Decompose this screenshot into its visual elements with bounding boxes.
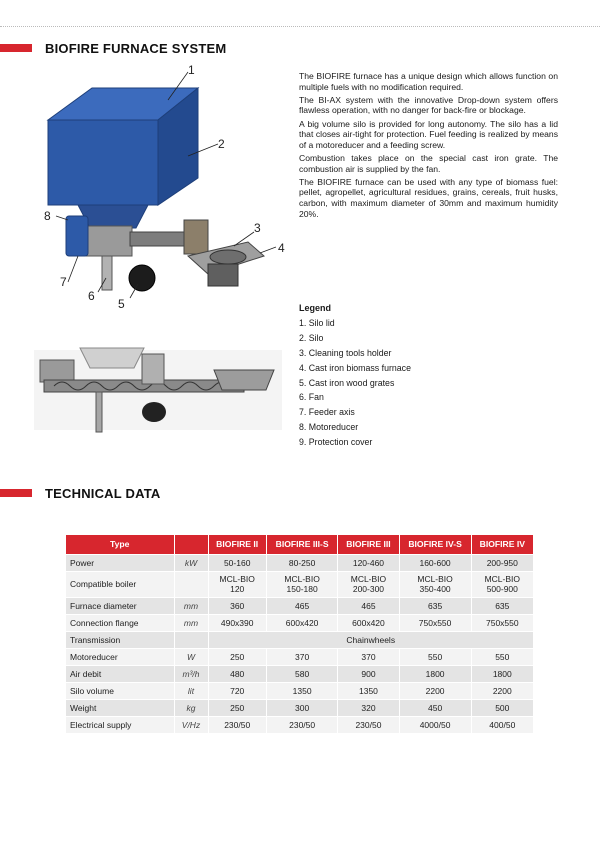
motoreducer	[66, 216, 88, 256]
legend	[299, 301, 411, 450]
row-unit: W	[174, 648, 208, 665]
feeder-tube	[130, 232, 186, 246]
row-label: Electrical supply	[66, 716, 174, 733]
legend-item: 5. Cast iron wood grates	[299, 377, 395, 388]
section-holder	[142, 354, 164, 384]
intro-paragraph: A big volume silo is provided for long autonomy. The silo has a lid that closes air-tight for protection. Fuel feeding is realized by means of a motoreducer and a feeding screw.	[299, 118, 558, 150]
row-unit: kg	[174, 699, 208, 716]
row-label: Power	[66, 554, 174, 571]
cell-value: 635	[471, 597, 533, 614]
cell-value: 1800	[471, 665, 533, 682]
row-label: Transmission	[66, 631, 174, 648]
legend-item: 1. Silo lid	[299, 317, 335, 328]
section-fan	[142, 402, 166, 422]
intro-paragraph: The BIOFIRE furnace can be used with any type of biomass fuel: pellet, agropellet, agricultural residues, grains, cereals, fruit husks, carbon, with maximum diameter of 30mm and maximum humidity 20%.	[299, 176, 558, 219]
top-dotted-rule	[0, 26, 600, 27]
cell-line: MCL-BIO	[484, 574, 520, 584]
cell-value: 230/50	[338, 716, 399, 733]
callout-number: 1	[188, 63, 195, 77]
cleaning-tools-holder	[184, 220, 208, 254]
table-row	[66, 665, 534, 682]
header-type: Type	[66, 535, 174, 554]
table-row	[66, 554, 534, 571]
cell-value	[208, 571, 266, 597]
legend-item: 8. Motoreducer	[299, 422, 359, 433]
cell-value-span: Chainwheels	[208, 631, 534, 648]
cell-value: 370	[266, 648, 337, 665]
cell-value: 500	[471, 699, 533, 716]
cell-value: 2200	[471, 682, 533, 699]
cell-value: 550	[471, 648, 533, 665]
section-axis	[96, 392, 102, 432]
cell-value	[399, 571, 471, 597]
cell-value: 480	[208, 665, 266, 682]
row-unit: m³/h	[174, 665, 208, 682]
section-hopper	[80, 348, 144, 368]
cell-value: 80-250	[266, 554, 337, 571]
intro-text	[299, 71, 558, 222]
cell-value: 600x420	[266, 614, 337, 631]
row-label: Connection flange	[66, 614, 174, 631]
legend-item: 7. Feeder axis	[299, 407, 355, 418]
cell-value: 250	[208, 699, 266, 716]
legend-item: 6. Fan	[299, 392, 324, 403]
intro-paragraph: The BI-AX system with the innovative Drop-down system offers flawless operation, with no danger for back-fire or blockage.	[299, 94, 558, 116]
furnace-grate	[210, 250, 246, 264]
section-accent-bar	[0, 489, 32, 497]
furnace-body	[208, 264, 238, 286]
cell-value: 400/50	[471, 716, 533, 733]
header-model: BIOFIRE II	[208, 535, 266, 554]
silo-front	[48, 120, 158, 205]
row-label: Motoreducer	[66, 648, 174, 665]
header-model: BIOFIRE IV-S	[399, 535, 471, 554]
cell-value: 635	[399, 597, 471, 614]
table-row	[66, 682, 534, 699]
header-model: BIOFIRE III-S	[266, 535, 337, 554]
table-row	[66, 716, 534, 733]
cell-value: 600x420	[338, 614, 399, 631]
header-model: BIOFIRE IV	[471, 535, 533, 554]
cell-value: 200-950	[471, 554, 533, 571]
section-accent-bar	[0, 44, 32, 52]
intro-paragraph: The BIOFIRE furnace has a unique design which allows function on multiple fuels with no modification required.	[299, 71, 558, 92]
cell-line: MCL-BIO	[219, 574, 255, 584]
cell-value: 750x550	[399, 614, 471, 631]
row-unit	[174, 631, 208, 648]
feeder-block	[86, 226, 132, 256]
cell-value	[471, 571, 533, 597]
cell-value: 360	[208, 597, 266, 614]
cell-value: 320	[338, 699, 399, 716]
legend-item: 3. Cleaning tools holder	[299, 347, 392, 358]
cell-value: 4000/50	[399, 716, 471, 733]
cell-value: 160-600	[399, 554, 471, 571]
cell-line: 200-300	[352, 584, 385, 594]
row-label: Air debit	[66, 665, 174, 682]
row-unit	[174, 571, 208, 597]
row-unit: mm	[174, 614, 208, 631]
callout-number: 8	[44, 209, 51, 223]
cell-value: 550	[399, 648, 471, 665]
row-label: Furnace diameter	[66, 597, 174, 614]
callout-number: 6	[88, 289, 95, 303]
row-label: Weight	[66, 699, 174, 716]
callout-number: 5	[118, 297, 125, 311]
cell-line: 500-900	[486, 584, 518, 594]
header-unit	[174, 535, 208, 554]
section-title-technical: TECHNICAL DATA	[45, 486, 161, 501]
cell-line: 350-400	[419, 584, 451, 594]
section-motor	[40, 360, 74, 382]
cross-section-illustration	[34, 340, 282, 440]
table-row	[66, 614, 534, 631]
callout-number: 3	[254, 221, 261, 235]
cell-value: 490x390	[208, 614, 266, 631]
row-label: Silo volume	[66, 682, 174, 699]
table-row	[66, 597, 534, 614]
cell-line: MCL-BIO	[417, 574, 453, 584]
fan	[129, 265, 155, 291]
cell-value: 50-160	[208, 554, 266, 571]
table-row	[66, 648, 534, 665]
legend-title: Legend	[299, 303, 332, 313]
feeder-axis	[102, 256, 112, 290]
cell-value: 900	[338, 665, 399, 682]
cell-value: 465	[338, 597, 399, 614]
row-unit: kW	[174, 554, 208, 571]
cell-value: 465	[266, 597, 337, 614]
row-unit: V/Hz	[174, 716, 208, 733]
row-unit: mm	[174, 597, 208, 614]
cell-value: 450	[399, 699, 471, 716]
table-row	[66, 631, 534, 648]
cell-value: 250	[208, 648, 266, 665]
header-model: BIOFIRE III	[338, 535, 399, 554]
technical-data-table	[66, 535, 534, 734]
cell-value: 230/50	[266, 716, 337, 733]
cell-value: 750x550	[471, 614, 533, 631]
cell-value: 230/50	[208, 716, 266, 733]
cell-value: 300	[266, 699, 337, 716]
cell-value: 120-460	[338, 554, 399, 571]
row-unit: lit	[174, 682, 208, 699]
cell-value: 1350	[338, 682, 399, 699]
table-row	[66, 699, 534, 716]
legend-item: 9. Protection cover	[299, 437, 373, 448]
section-furnace	[214, 370, 274, 390]
table-header-row	[66, 535, 534, 554]
cell-line: MCL-BIO	[284, 574, 320, 584]
cell-value: 580	[266, 665, 337, 682]
legend-item: 4. Cast iron biomass furnace	[299, 362, 411, 373]
cell-line: 150-180	[286, 584, 318, 594]
section-title-furnace: BIOFIRE FURNACE SYSTEM	[45, 41, 227, 56]
intro-paragraph: Combustion takes place on the special cast iron grate. The combustion air is supplied by the fan.	[299, 152, 558, 174]
callout-number: 7	[60, 275, 67, 289]
cell-value: 2200	[399, 682, 471, 699]
cell-value	[338, 571, 399, 597]
furnace-system-illustration	[38, 60, 298, 320]
cell-value: 370	[338, 648, 399, 665]
cell-line: MCL-BIO	[350, 574, 387, 584]
cell-value: 1800	[399, 665, 471, 682]
cell-value	[266, 571, 337, 597]
cell-line: 120	[230, 584, 245, 594]
row-label: Compatible boiler	[66, 571, 174, 597]
callout-number: 2	[218, 137, 225, 151]
cell-value: 1350	[266, 682, 337, 699]
cell-value: 720	[208, 682, 266, 699]
table-row	[66, 571, 534, 597]
legend-item: 2. Silo	[299, 332, 324, 343]
callout-number: 4	[278, 241, 285, 255]
